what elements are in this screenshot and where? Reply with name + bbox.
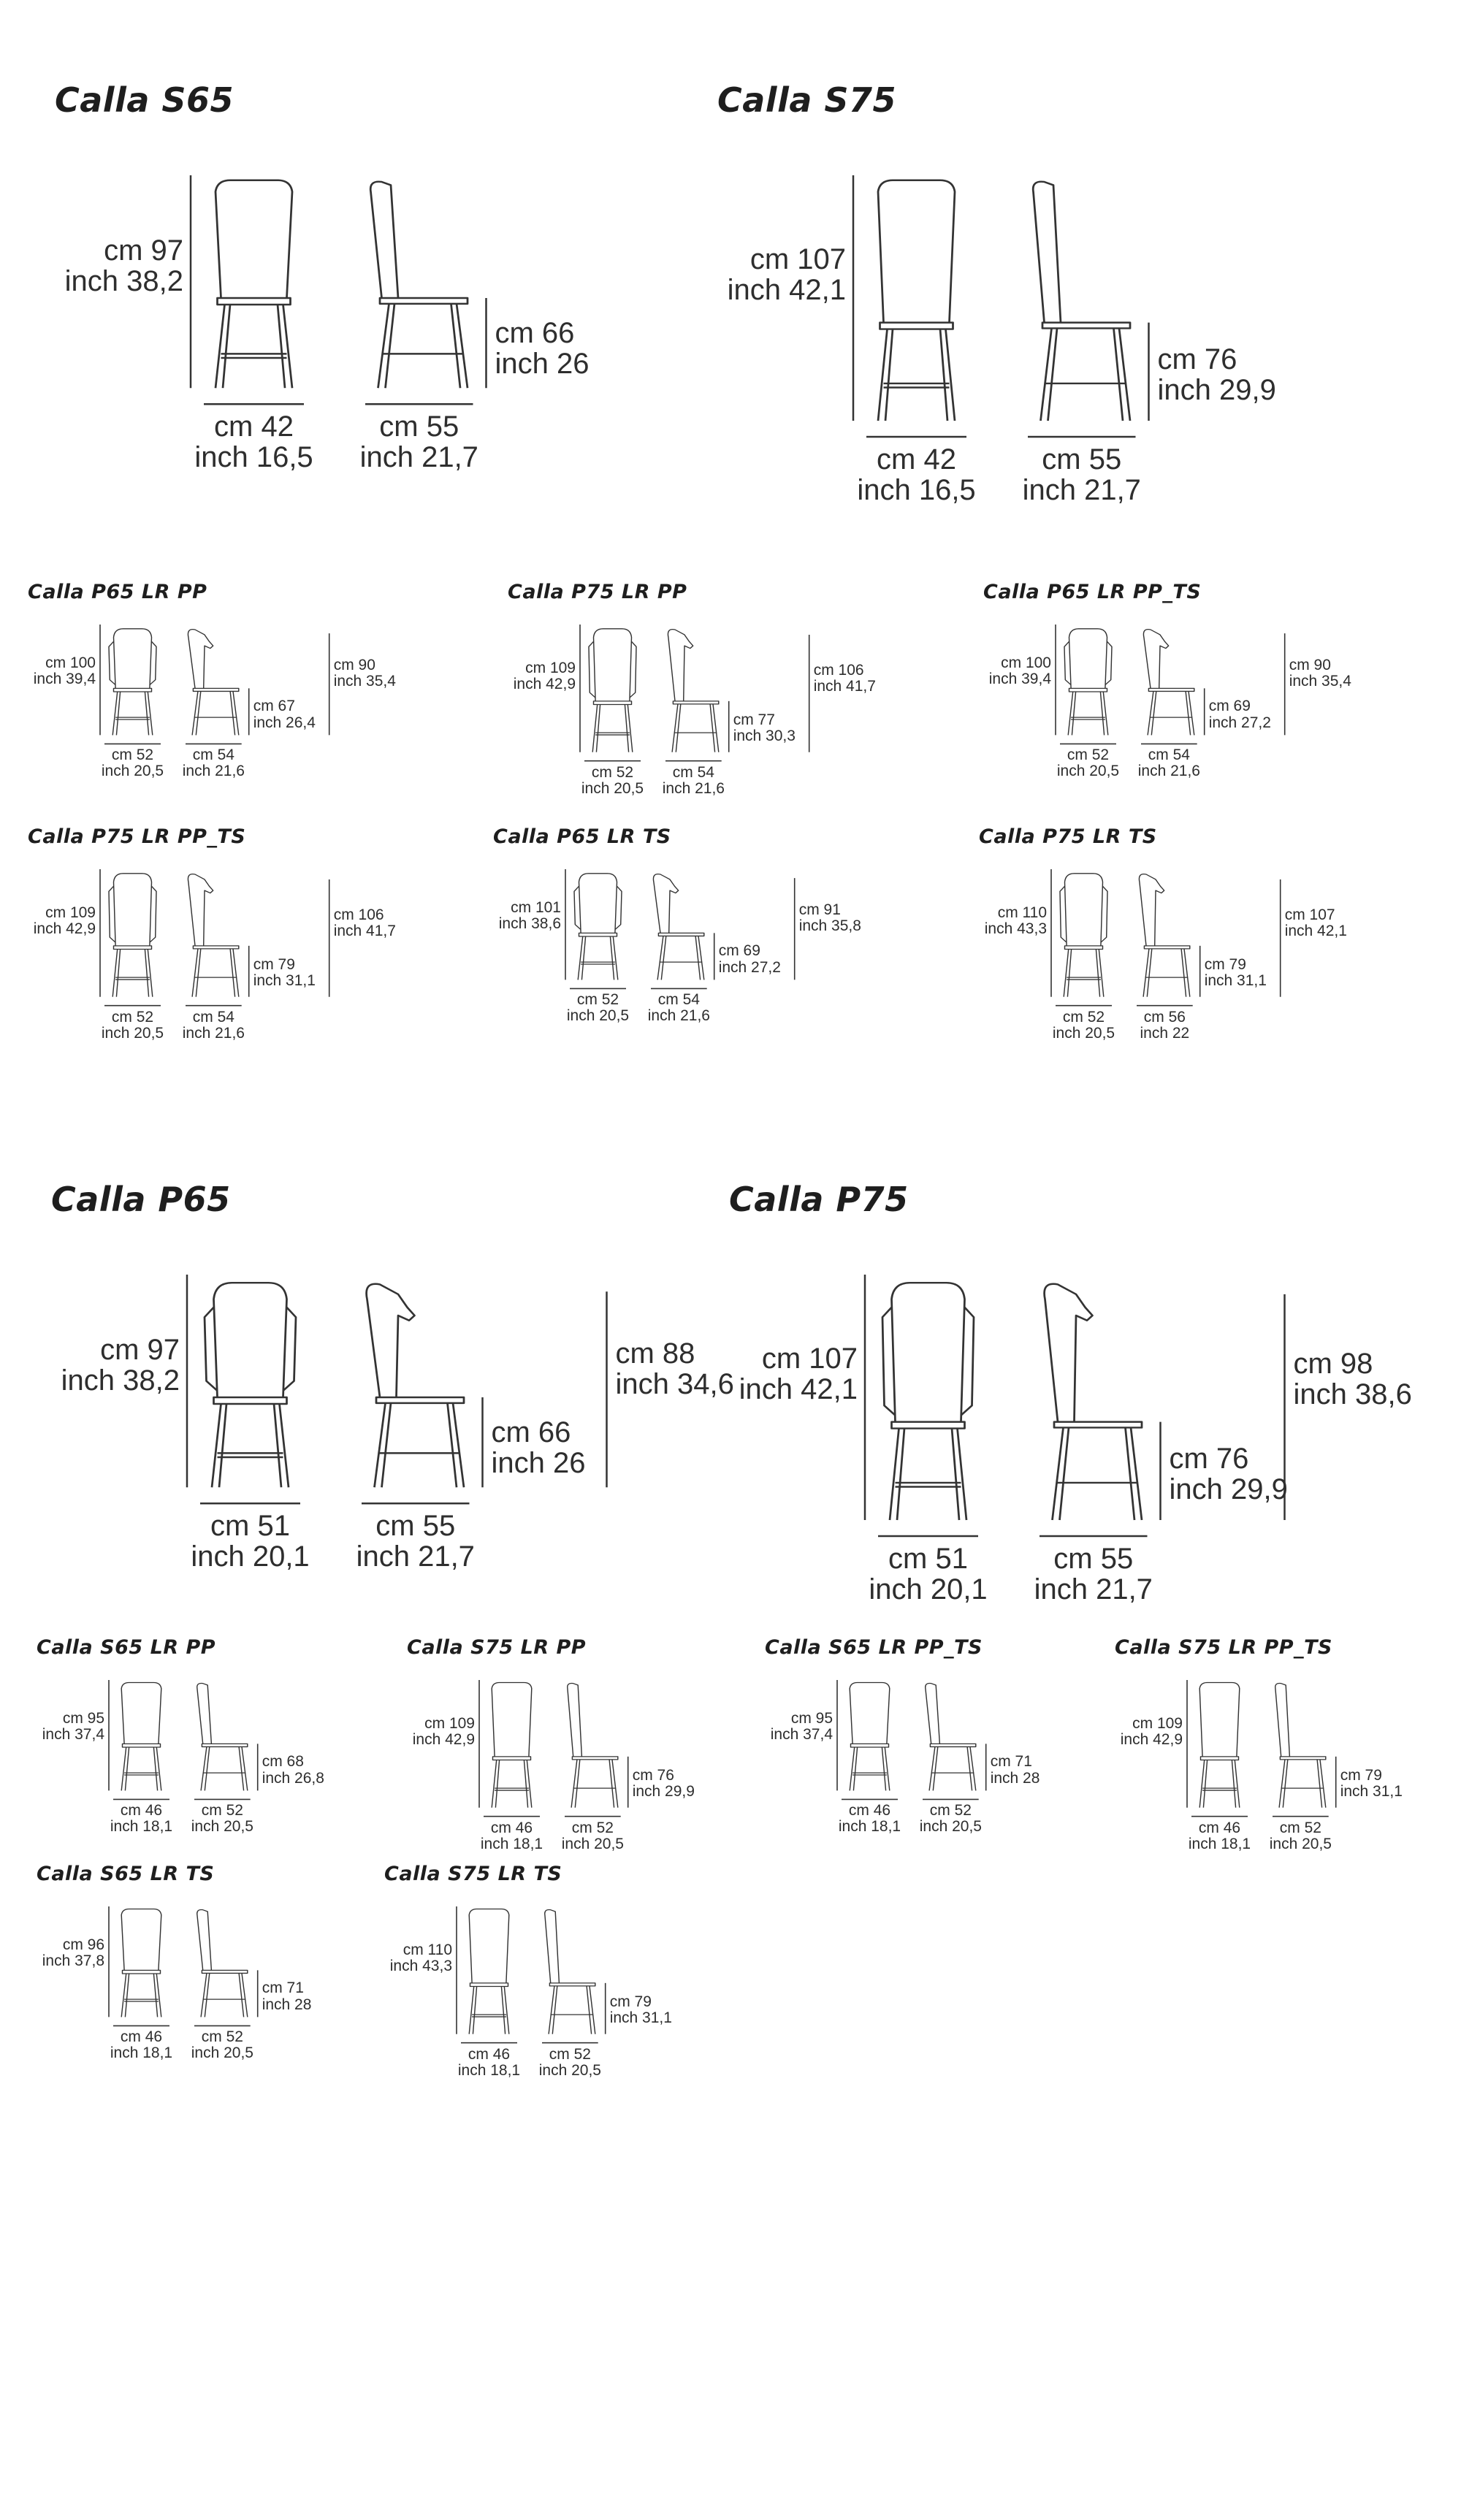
seat-height-label (253, 698, 316, 730)
dim-inch: inch 20,5 (566, 1007, 630, 1025)
depth-label (1023, 444, 1141, 505)
depth-label (1270, 1820, 1332, 1852)
dim-cm: cm 66 (495, 317, 575, 350)
dim-cm: cm 42 (877, 443, 956, 476)
height-label (42, 1937, 104, 1969)
front-view (882, 1283, 974, 1520)
dim-inch: inch 21,6 (647, 1007, 710, 1025)
dim-cm: cm 52 (111, 1008, 154, 1026)
dim-inch: inch 37,4 (770, 1726, 833, 1744)
dim-inch: inch 26 (495, 348, 590, 381)
dim-cm: cm 101 (511, 899, 561, 917)
dim-cm: cm 90 (1289, 657, 1331, 674)
dim-cm: cm 52 (549, 2045, 591, 2063)
dim-inch: inch 20,5 (538, 2061, 601, 2079)
depth-label (191, 1803, 253, 1835)
height-label (34, 655, 96, 687)
arm-height-label (1294, 1348, 1412, 1410)
dim-cm: cm 46 (468, 2045, 511, 2063)
arm-height-label (1285, 907, 1347, 939)
dim-cm: cm 109 (424, 1714, 475, 1732)
dim-inch: inch 20,5 (1269, 1835, 1332, 1852)
side-view (367, 1284, 464, 1487)
width-label (191, 1511, 309, 1572)
height-label (989, 655, 1051, 687)
width-label (581, 765, 644, 797)
dim-cm: cm 51 (210, 1510, 290, 1543)
dim-cm: cm 109 (45, 904, 96, 921)
depth-label (1140, 1009, 1189, 1042)
side-view (668, 630, 718, 752)
side-view (197, 1684, 248, 1791)
seat-height-label (610, 1994, 672, 2026)
front-view (121, 1909, 161, 2017)
product-title: Calla P65 LR PP (28, 581, 207, 603)
dim-cm: cm 54 (192, 747, 234, 764)
side-view (188, 874, 238, 997)
seat-height-label (1158, 344, 1276, 405)
dim-inch: inch 43,3 (984, 920, 1047, 937)
arm-height-label (799, 902, 861, 934)
depth-label (648, 992, 710, 1024)
dim-inch: inch 35,8 (798, 917, 861, 935)
height-label (34, 905, 96, 937)
dim-inch: inch 35,4 (1289, 673, 1351, 690)
product-title: Calla P65 LR PP_TS (983, 581, 1202, 603)
width-label (857, 444, 975, 505)
width-label (102, 1009, 164, 1042)
product-title: Calla P65 (51, 1180, 231, 1219)
front-view (1060, 874, 1107, 997)
dim-inch: inch 20,1 (191, 1540, 310, 1573)
product-title: Calla S75 LR PP_TS (1115, 1636, 1332, 1659)
dim-inch: inch 34,6 (615, 1368, 734, 1401)
dim-inch: inch 35,4 (333, 673, 396, 690)
side-view (545, 1910, 595, 2034)
front-view (589, 629, 636, 752)
dim-inch: inch 21,6 (1137, 763, 1200, 780)
depth-label (1138, 747, 1200, 779)
dim-inch: inch 42,9 (1120, 1730, 1183, 1748)
height-label (42, 1711, 104, 1743)
dim-inch: inch 28 (990, 1769, 1040, 1787)
dim-cm: cm 76 (1169, 1443, 1249, 1475)
width-label (110, 2029, 172, 2061)
dim-inch: inch 21,7 (1034, 1573, 1153, 1605)
product-title: Calla S75 (717, 80, 897, 120)
seat-height-label (262, 1980, 312, 2012)
product-title: Calla S65 LR PP_TS (765, 1636, 983, 1659)
seat-height-label (262, 1754, 324, 1786)
side-view (1275, 1684, 1326, 1808)
dim-inch: inch 20,5 (101, 1024, 164, 1042)
side-view (197, 1910, 248, 2017)
depth-label (183, 1009, 245, 1042)
dim-cm: cm 79 (1204, 956, 1246, 974)
front-view (205, 1283, 296, 1487)
height-label (514, 660, 576, 692)
dim-cm: cm 95 (790, 1710, 833, 1727)
dim-cm: cm 91 (798, 901, 841, 919)
dim-inch: inch 29,9 (1169, 1473, 1288, 1506)
height-label (413, 1716, 475, 1748)
dim-cm: cm 52 (201, 1802, 243, 1820)
dim-cm: cm 100 (45, 654, 96, 672)
dim-inch: inch 30,3 (733, 728, 796, 745)
dim-cm: cm 110 (997, 904, 1047, 921)
arm-height-label (814, 663, 876, 695)
width-label (1189, 1820, 1251, 1852)
dim-inch: inch 21,7 (356, 1540, 475, 1573)
product-title: Calla P75 LR TS (979, 825, 1157, 848)
seat-height-label (1209, 698, 1271, 730)
height-label (390, 1942, 452, 1974)
dim-inch: inch 29,9 (632, 1783, 695, 1801)
seat-height-label (1340, 1768, 1403, 1800)
depth-label (663, 765, 725, 797)
front-view (469, 1909, 509, 2034)
dim-inch: inch 21,6 (182, 1024, 245, 1042)
arm-height-label (334, 907, 396, 939)
width-label (110, 1803, 172, 1835)
product-title: Calla P75 LR PP (508, 581, 687, 603)
dim-cm: cm 109 (1132, 1714, 1183, 1732)
dim-inch: inch 21,7 (359, 441, 478, 474)
seat-height-label (1170, 1443, 1288, 1505)
dim-inch: inch 16,5 (194, 441, 313, 474)
dim-cm: cm 52 (1279, 1819, 1321, 1836)
dim-cm: cm 68 (262, 1753, 304, 1771)
dim-inch: inch 18,1 (457, 2061, 521, 2079)
dim-inch: inch 20,5 (581, 779, 644, 797)
dim-inch: inch 26 (491, 1447, 586, 1480)
dim-cm: cm 98 (1293, 1347, 1373, 1380)
dim-cm: cm 54 (1148, 747, 1190, 764)
dim-cm: cm 90 (333, 657, 375, 674)
dim-inch: inch 42,9 (33, 920, 96, 937)
front-view (850, 1682, 890, 1790)
arm-height-label (616, 1338, 734, 1400)
dim-cm: cm 55 (379, 411, 459, 443)
front-view (1064, 629, 1112, 736)
seat-height-label (991, 1754, 1040, 1786)
dim-cm: cm 56 (1143, 1008, 1186, 1026)
width-label (839, 1803, 901, 1835)
seat-height-label (633, 1768, 695, 1800)
dim-inch: inch 41,7 (813, 678, 876, 695)
dim-inch: inch 31,1 (1204, 972, 1267, 990)
dim-cm: cm 55 (375, 1510, 456, 1543)
height-label (1121, 1716, 1183, 1748)
width-label (102, 747, 164, 779)
depth-label (191, 2029, 253, 2061)
front-view (1199, 1682, 1240, 1807)
dim-cm: cm 52 (201, 2028, 243, 2046)
dim-cm: cm 88 (615, 1337, 695, 1370)
dim-cm: cm 107 (749, 243, 846, 276)
dim-cm: cm 46 (120, 1802, 163, 1820)
height-label (771, 1711, 833, 1743)
seat-height-label (495, 318, 590, 379)
width-label (1053, 1009, 1115, 1042)
dim-inch: inch 18,1 (110, 1818, 173, 1836)
dim-inch: inch 20,5 (191, 2044, 253, 2062)
dim-cm: cm 54 (657, 991, 700, 1009)
dim-inch: inch 18,1 (480, 1835, 543, 1852)
dim-cm: cm 52 (591, 763, 634, 781)
dim-inch: inch 26,8 (262, 1769, 324, 1787)
width-label (481, 1820, 543, 1852)
dim-inch: inch 42,9 (412, 1730, 475, 1748)
dim-cm: cm 66 (491, 1416, 571, 1449)
product-title: Calla S65 LR PP (37, 1636, 216, 1659)
dim-inch: inch 39,4 (988, 671, 1051, 688)
width-label (1057, 747, 1119, 779)
height-label (65, 235, 183, 297)
dim-cm: cm 79 (609, 1993, 652, 2011)
dim-cm: cm 46 (490, 1819, 533, 1836)
dim-cm: cm 79 (253, 956, 295, 974)
dim-inch: inch 31,1 (1340, 1783, 1403, 1801)
dim-cm: cm 42 (214, 411, 294, 443)
dim-inch: inch 22 (1140, 1024, 1190, 1042)
dim-cm: cm 107 (1284, 906, 1335, 924)
front-view (215, 180, 292, 388)
depth-label (1034, 1543, 1153, 1605)
dim-cm: cm 97 (100, 1333, 180, 1366)
depth-label (539, 2047, 601, 2079)
front-view (121, 1682, 161, 1790)
dim-cm: cm 46 (120, 2028, 163, 2046)
dim-inch: inch 26,4 (253, 714, 316, 731)
dim-inch: inch 20,5 (1056, 763, 1120, 780)
dim-cm: cm 106 (333, 906, 384, 924)
dim-cm: cm 51 (888, 1543, 968, 1575)
dim-cm: cm 46 (848, 1802, 891, 1820)
dim-inch: inch 20,5 (191, 1818, 253, 1836)
dim-cm: cm 107 (761, 1343, 858, 1375)
dim-cm: cm 52 (929, 1802, 972, 1820)
front-view (492, 1682, 532, 1807)
dim-inch: inch 21,7 (1022, 474, 1141, 506)
product-title: Calla P75 (729, 1180, 909, 1219)
dim-cm: cm 55 (1053, 1543, 1134, 1575)
dim-inch: inch 27,2 (1208, 714, 1271, 731)
dim-inch: inch 43,3 (389, 1957, 452, 1974)
seat-height-label (733, 712, 796, 744)
dim-inch: inch 20,5 (1052, 1024, 1115, 1042)
dim-cm: cm 46 (1198, 1819, 1241, 1836)
dim-cm: cm 96 (62, 1936, 104, 1954)
depth-label (920, 1803, 982, 1835)
product-title: Calla P75 LR PP_TS (28, 825, 246, 848)
dim-inch: inch 37,4 (42, 1726, 104, 1744)
seat-height-label (719, 943, 781, 975)
dim-cm: cm 71 (262, 1979, 304, 1997)
dim-cm: cm 109 (525, 659, 576, 676)
arm-height-label (334, 657, 396, 690)
seat-height-label (253, 957, 316, 989)
height-label (499, 900, 561, 932)
product-title: Calla S65 LR TS (37, 1863, 215, 1885)
dim-inch: inch 41,7 (333, 923, 396, 940)
dim-cm: cm 52 (111, 747, 154, 764)
dim-cm: cm 110 (403, 1941, 452, 1958)
side-view (1143, 630, 1194, 736)
dim-cm: cm 67 (253, 698, 295, 715)
dim-cm: cm 95 (62, 1710, 104, 1727)
dim-inch: inch 27,2 (718, 958, 781, 976)
side-view (1045, 1284, 1142, 1520)
dim-inch: inch 31,1 (609, 2009, 672, 2027)
dim-inch: inch 21,6 (182, 763, 245, 780)
product-title: Calla S75 LR PP (407, 1636, 587, 1659)
arm-height-label (1289, 657, 1351, 690)
seat-height-label (1205, 957, 1267, 989)
dim-cm: cm 54 (192, 1008, 234, 1026)
dim-inch: inch 28 (262, 1996, 312, 2013)
product-title: Calla S75 LR TS (384, 1863, 562, 1885)
side-view (926, 1684, 976, 1791)
dim-inch: inch 18,1 (1188, 1835, 1251, 1852)
dim-inch: inch 42,9 (513, 675, 576, 692)
side-view (1139, 874, 1189, 997)
product-title: Calla S65 (55, 80, 234, 120)
dim-cm: cm 52 (571, 1819, 614, 1836)
dim-inch: inch 20,1 (869, 1573, 988, 1605)
dim-inch: inch 29,9 (1157, 374, 1276, 407)
width-label (458, 2047, 520, 2079)
height-label (739, 1343, 858, 1405)
dim-cm: cm 76 (632, 1767, 674, 1784)
dim-cm: cm 100 (1001, 654, 1051, 672)
seat-height-label (492, 1417, 586, 1478)
front-view (109, 629, 156, 736)
dim-cm: cm 52 (576, 991, 619, 1009)
width-label (869, 1543, 987, 1605)
dim-cm: cm 52 (1062, 1008, 1105, 1026)
height-label (728, 244, 846, 305)
dim-inch: inch 37,8 (42, 1952, 104, 1970)
dim-inch: inch 38,6 (498, 915, 561, 933)
dim-cm: cm 97 (104, 234, 183, 267)
height-label (985, 905, 1047, 937)
dim-cm: cm 106 (813, 662, 864, 679)
dim-inch: inch 18,1 (110, 2044, 173, 2062)
chair-drawing (384, 1863, 1115, 2520)
depth-label (562, 1820, 624, 1852)
dim-cm: cm 69 (718, 942, 760, 960)
front-view (878, 180, 955, 421)
front-view (574, 874, 622, 980)
height-label (61, 1335, 180, 1396)
dim-inch: inch 42,1 (739, 1373, 858, 1406)
dim-inch: inch 38,2 (61, 1364, 180, 1397)
side-view (370, 182, 468, 389)
dim-inch: inch 38,6 (1293, 1378, 1412, 1410)
front-view (109, 874, 156, 997)
depth-label (183, 747, 245, 779)
product-title: Calla P65 LR TS (493, 825, 671, 848)
width-label (194, 411, 313, 473)
dim-inch: inch 38,2 (64, 264, 183, 297)
dim-inch: inch 20,5 (561, 1835, 624, 1852)
dim-inch: inch 31,1 (253, 972, 316, 990)
dim-cm: cm 69 (1208, 698, 1251, 715)
dim-cm: cm 79 (1340, 1767, 1382, 1784)
dim-cm: cm 76 (1157, 343, 1237, 376)
dim-inch: inch 21,6 (662, 779, 725, 797)
dim-inch: inch 16,5 (857, 474, 976, 506)
dim-cm: cm 71 (990, 1753, 1032, 1771)
dim-cm: cm 77 (733, 711, 775, 729)
dim-cm: cm 52 (1067, 747, 1110, 764)
side-view (568, 1684, 618, 1808)
side-view (653, 874, 703, 980)
depth-label (360, 411, 478, 473)
dim-inch: inch 20,5 (919, 1818, 982, 1836)
side-view (1033, 182, 1130, 421)
dim-inch: inch 42,1 (727, 274, 846, 307)
dim-inch: inch 20,5 (101, 763, 164, 780)
dim-cm: cm 54 (672, 763, 714, 781)
depth-label (356, 1511, 475, 1572)
dim-cm: cm 55 (1042, 443, 1122, 476)
side-view (188, 630, 238, 736)
dim-inch: inch 39,4 (33, 671, 96, 688)
dim-inch: inch 18,1 (838, 1818, 901, 1836)
width-label (567, 992, 629, 1024)
dim-inch: inch 42,1 (1284, 923, 1347, 940)
